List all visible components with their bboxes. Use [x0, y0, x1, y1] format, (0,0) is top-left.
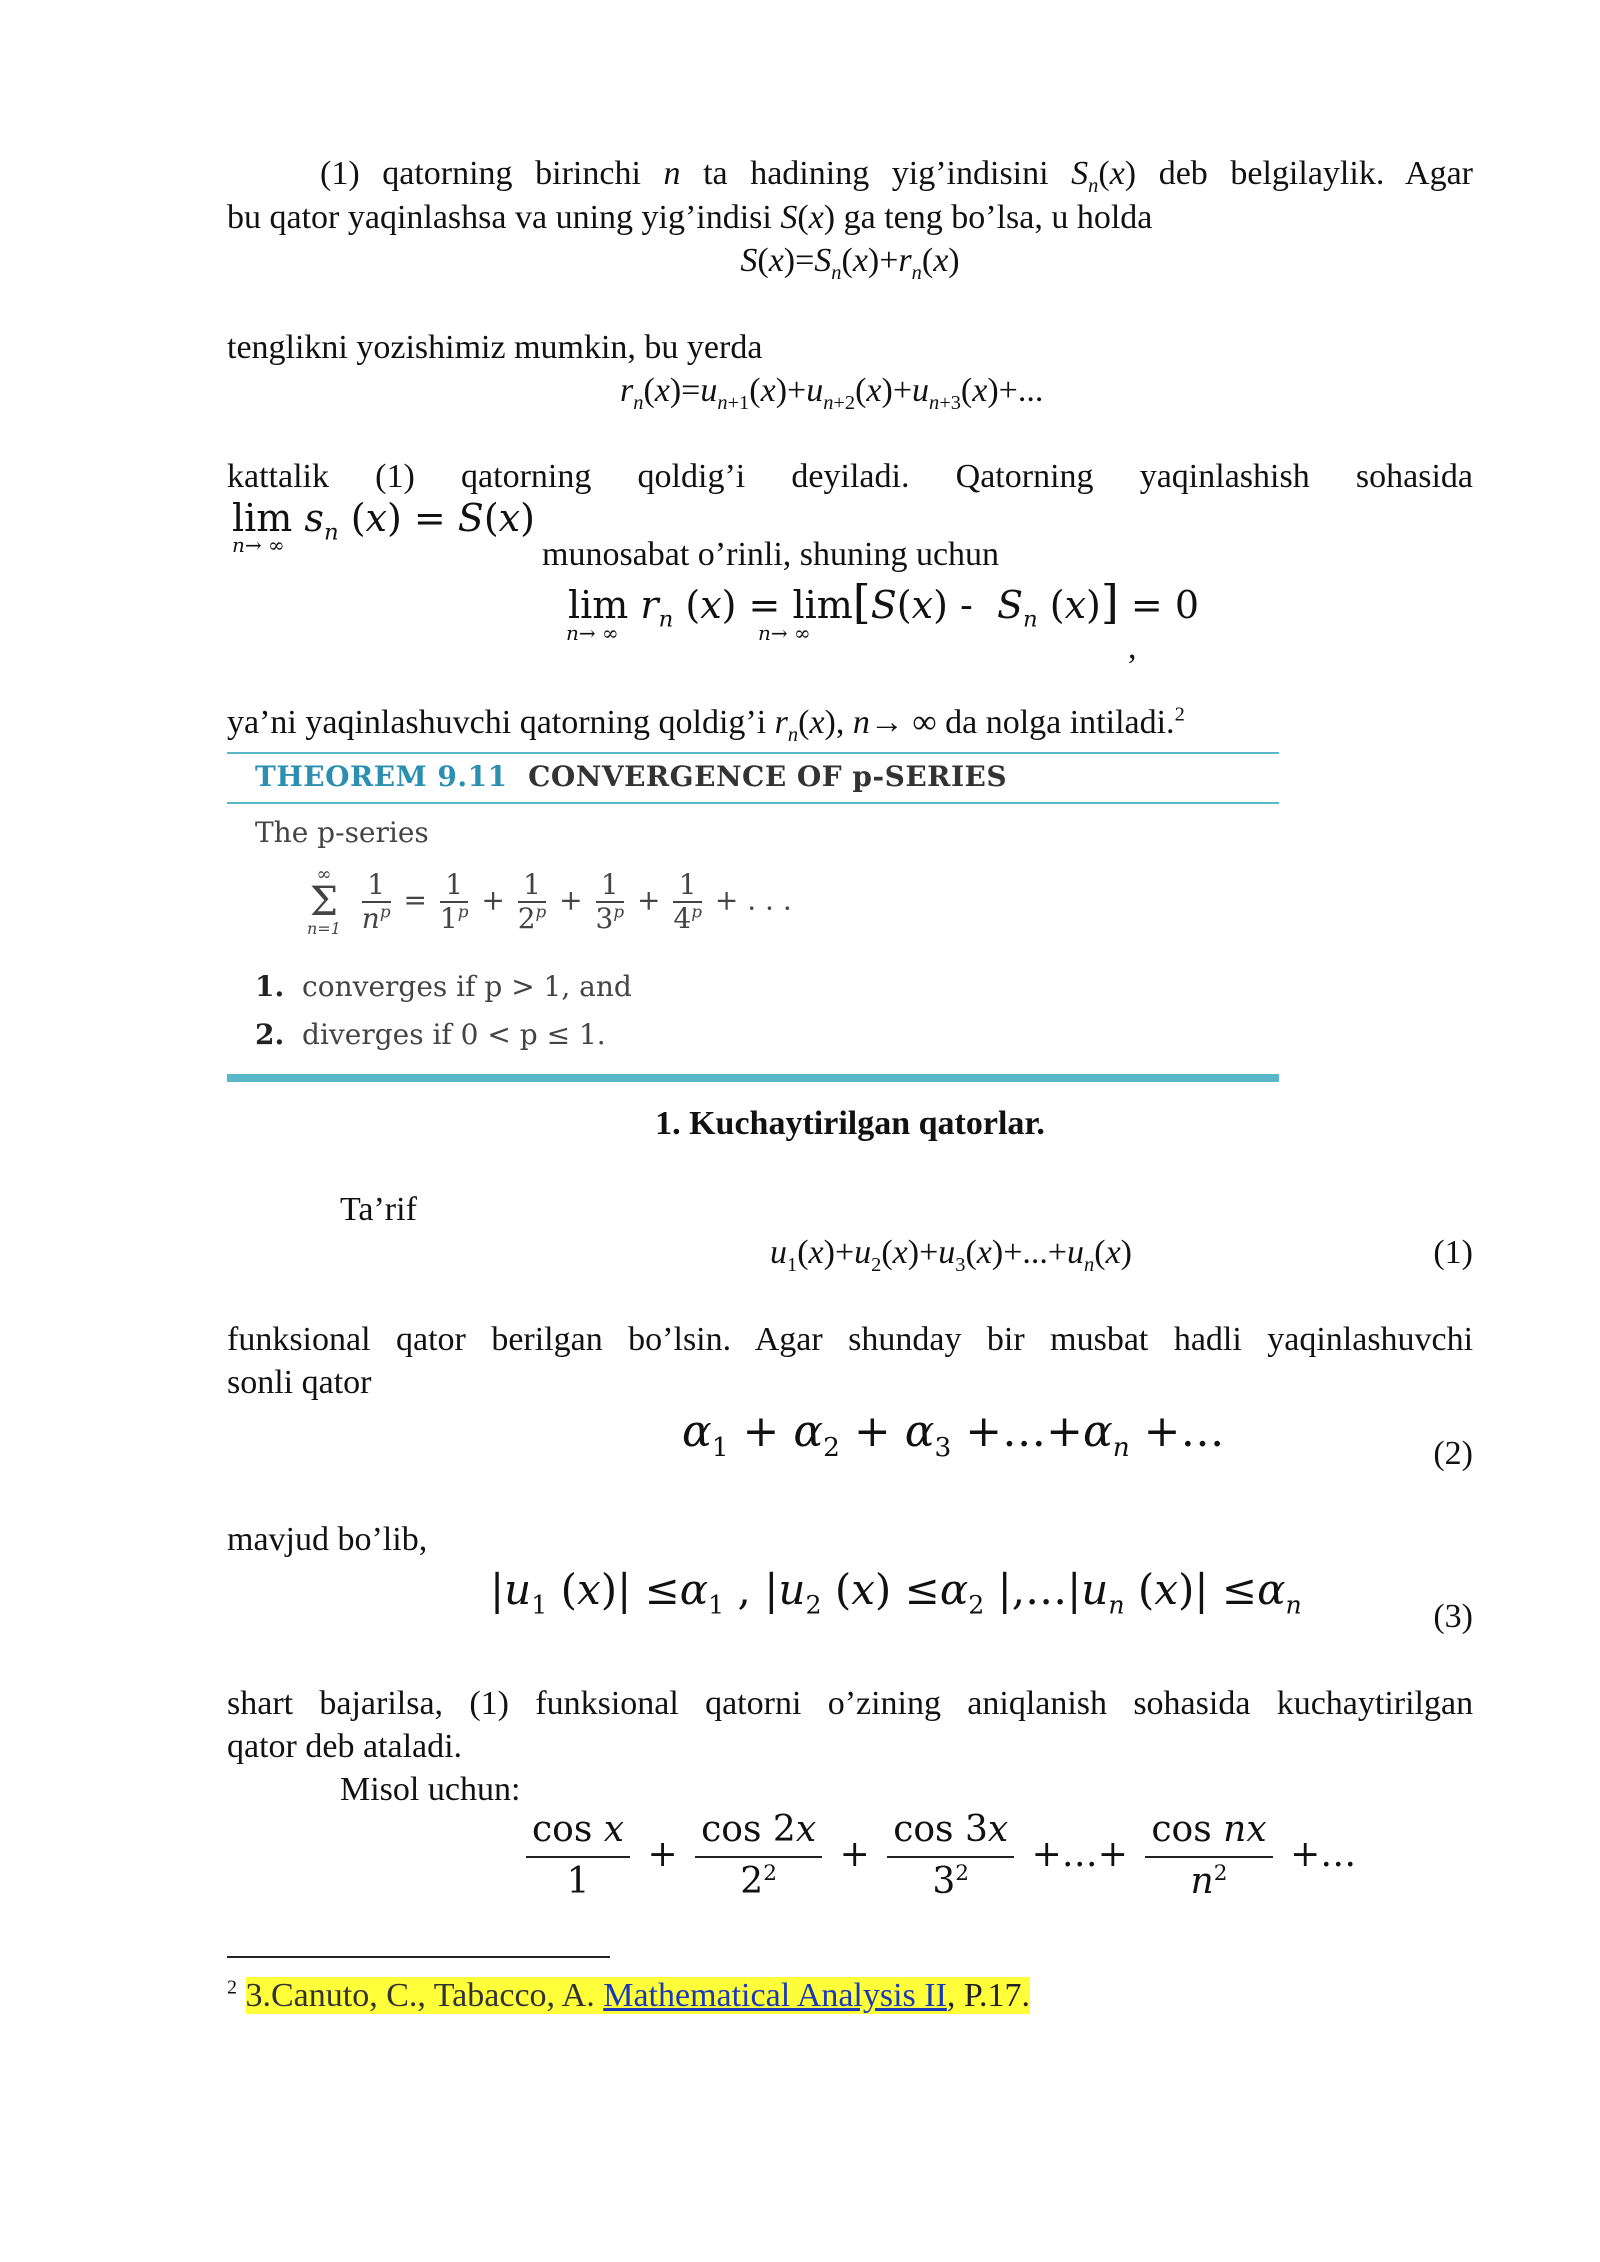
footnote-link[interactable]: Mathematical Analysis II — [603, 1977, 947, 2014]
footnote — [227, 1974, 1030, 2018]
limit-rn-sub1: n→ ∞ — [566, 621, 619, 645]
footnote-ref[interactable]: 2 — [1174, 703, 1185, 726]
limit-rn-expression: $\lim r_n$ $(x) = \lim[S(x) - S_n$ (x)] = 0 — [568, 575, 1200, 633]
equation-S: $S(x)=S_n(x)+r_n(x)$ — [740, 242, 960, 284]
footnote-citation: 3.Canuto, C., Tabacco, A. Mathematical Analysis II, P.17. — [245, 1977, 1031, 2014]
definition-line-c: mavjud bo’lib, — [227, 1521, 428, 1558]
alpha-series: $\alpha_1 + \alpha_2 + \alpha_3$ $+\dots+\alpha_n$ +… — [682, 1406, 1225, 1463]
para1-line1: (1) qatorning birinchi n ta hadining yig’indisini $S_n(x)$ deb belgilaylik. Agar — [320, 155, 1473, 197]
theorem-item-1: 1. converges if p > 1, and — [255, 970, 632, 1003]
limit-rn-sub2: n→ ∞ — [758, 621, 811, 645]
eq-number-2: (2) — [1433, 1435, 1473, 1472]
p-series-formula: ∞ Σ n=1 $\frac{1}{n^p}$ = $\frac{1}{1^p}$ + $\frac{1}{2^p}$ + $\frac{1}{3^p}$ + $\frac{1}{4^p}$ + . . . — [307, 864, 792, 938]
footnote-mark: 2 — [227, 1976, 237, 1999]
para4: ya’ni yaqinlashuvchi qatorning qoldig’i $r_n(x)$, n→ ∞ da nolga intiladi.$^2$ — [227, 703, 1185, 746]
theorem-title: THEOREM 9.11 CONVERGENCE OF p-SERIES — [255, 760, 1008, 793]
footnote-rule — [227, 1956, 610, 1958]
example-label: Misol uchun: — [340, 1771, 521, 1808]
theorem-top-rule — [227, 752, 1279, 754]
limit-rn-comma: , — [1128, 629, 1137, 666]
theorem-title-rule — [227, 802, 1279, 804]
definition-line-a: funksional qator berilgan bo’lsin. Agar shunday bir musbat hadli yaqinlashuvchi — [227, 1321, 1474, 1358]
series-1: $u_1(x)+u_2(x)+u_3(x)+...+u_n(x)$ — [770, 1234, 1132, 1276]
definition-line-e: qator deb ataladi. — [227, 1728, 463, 1765]
limit-sn-subscript: n→ ∞ — [232, 533, 285, 557]
definition-label: Ta’rif — [340, 1191, 417, 1228]
definition-line-d: shart bajarilsa, (1) funksional qatorni o’zining aniqlanish sohasida kuchaytirilgan — [227, 1685, 1474, 1722]
inequality-chain: $|u_1$ $(x)| \le\alpha_1$ , $|u_2$ $(x) \le\alpha_2$ $|,\dots|u_n$ $(x)| \le\alpha_n$ — [490, 1565, 1302, 1620]
para1-line2: bu qator yaqinlashsa va uning yig’indisi S(x) ga teng bo’lsa, u holda — [227, 199, 1153, 236]
theorem-box — [227, 748, 1279, 1084]
theorem-bottom-rule — [227, 1074, 1279, 1082]
eq-number-3: (3) — [1433, 1598, 1473, 1635]
para2: tenglikni yozishimiz mumkin, bu yerda — [227, 329, 763, 366]
eq-number-1: (1) — [1433, 1234, 1473, 1271]
theorem-item-2: 2. diverges if 0 < p ≤ 1. — [255, 1018, 606, 1051]
para3-line1: kattalik (1) qatorning qoldig’i deyiladi. Qatorning yaqinlashish sohasida — [227, 458, 1473, 495]
cos-series: $\frac{\text{cos x}}{1}$ + $\frac{\cos 2x}{2^2}$ + $\frac{\cos 3x}{3^2}$ +…+ $\frac{\text{cos nx}}{n^2}$ +… — [520, 1808, 1356, 1906]
para3-text-after: munosabat o’rinli, shuning uchun — [542, 536, 1000, 573]
theorem-intro: The p-series — [255, 816, 429, 849]
equation-r: $r_n(x)=u_{n+1}(x)+u_{n+2}(x)+u_{n+3}(x)+$... — [620, 372, 1044, 414]
limit-sn-expression: $\lim s_n$ (x) = S(x) — [232, 496, 535, 546]
section-heading: 1. Kuchaytirilgan qatorlar. — [655, 1105, 1045, 1142]
definition-line-b: sonli qator — [227, 1364, 372, 1401]
